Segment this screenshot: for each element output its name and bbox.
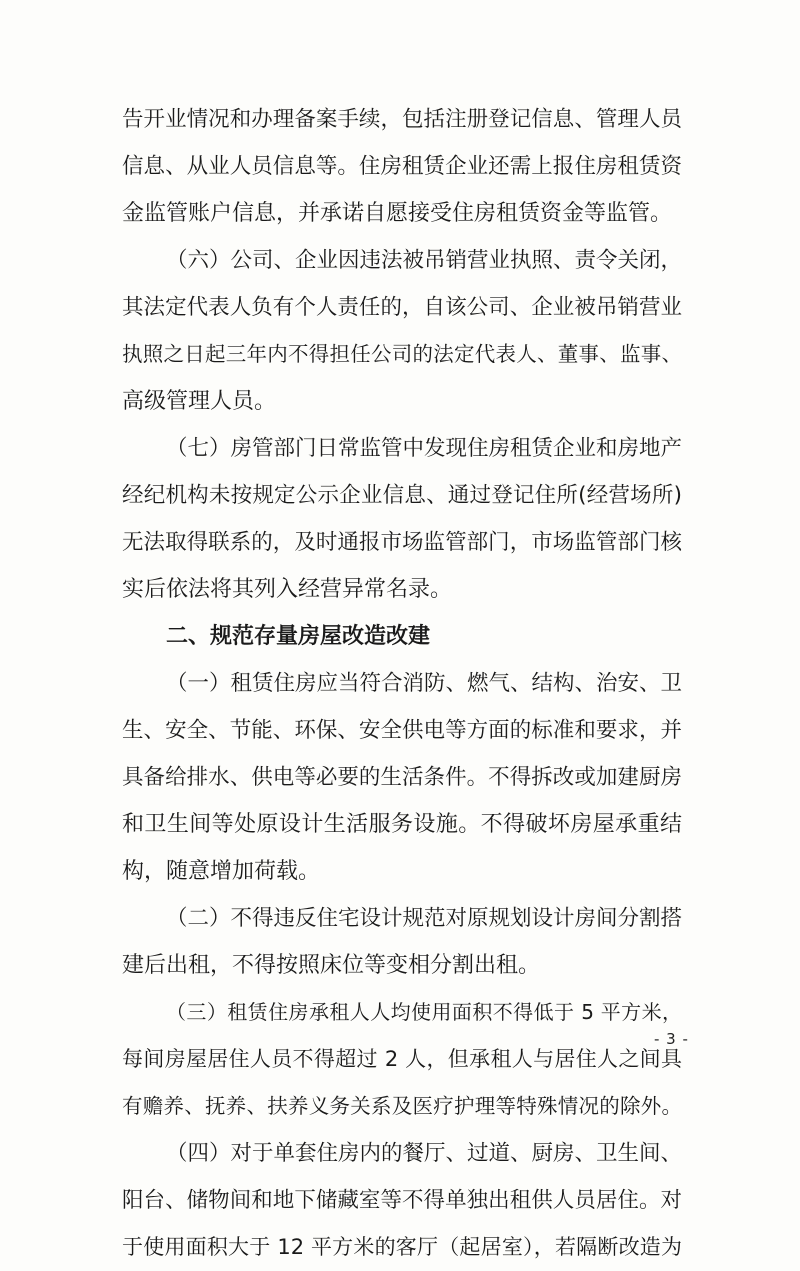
- paragraph-start-line: （四）对于单套住房内的餐厅、过道、厨房、卫生间、: [166, 1141, 683, 1166]
- document-body: [122, 96, 682, 1271]
- text-line: 建后出租，不得按照床位等变相分割出租。: [122, 953, 541, 978]
- paragraph-start-line: （六）公司、企业因违法被吊销营业执照、责令关闭，: [166, 248, 683, 273]
- text-line: 高级管理人员。: [122, 389, 277, 414]
- text-line: 构，随意增加荷载。: [122, 859, 321, 884]
- text-line: 金监管账户信息，并承诺自愿接受住房租赁资金等监管。: [122, 201, 673, 226]
- text-line: 其法定代表人负有个人责任的，自该公司、企业被吊销营业: [122, 295, 682, 320]
- page-number: - 3 -: [654, 1030, 689, 1048]
- text-line: 阳台、储物间和地下储藏室等不得单独出租供人员居住。对: [122, 1188, 682, 1213]
- text-line: 每间房屋居住人员不得超过 2 人，但承租人与居住人之间具: [122, 1047, 682, 1071]
- text-line: 于使用面积大于 12 平方米的客厅（起居室），若隔断改造为: [122, 1235, 682, 1259]
- text-line: 信息、从业人员信息等。住房租赁企业还需上报住房租赁资: [122, 154, 682, 179]
- text-line: 实后依法将其列入经营异常名录。: [122, 577, 453, 602]
- paragraph-start-line: （三）租赁住房承租人人均使用面积不得低于 5 平方米，: [166, 1000, 682, 1024]
- text-line: 执照之日起三年内不得担任公司的法定代表人、董事、监事、: [122, 342, 682, 366]
- paragraph-start-line: （一）租赁住房应当符合消防、燃气、结构、治安、卫: [166, 671, 683, 696]
- paragraph-start-line: （二）不得违反住宅设计规范对原规划设计房间分割搭: [166, 906, 683, 931]
- paragraph-start-line: （七）房管部门日常监管中发现住房租赁企业和房地产: [166, 436, 683, 461]
- text-line: 和卫生间等处原设计生活服务设施。不得破坏房屋承重结: [122, 812, 682, 837]
- text-line: 告开业情况和办理备案手续，包括注册登记信息、管理人员: [122, 107, 682, 132]
- text-line: 经纪机构未按规定公示企业信息、通过登记住所(经营场所): [122, 483, 682, 508]
- text-line: 无法取得联系的，及时通报市场监管部门，市场监管部门核: [122, 530, 682, 555]
- text-line: 具备给排水、供电等必要的生活条件。不得拆改或加建厨房: [122, 765, 682, 790]
- text-line: 有赡养、抚养、扶养义务关系及医疗护理等特殊情况的除外。: [122, 1094, 682, 1118]
- text-line: 生、安全、节能、环保、安全供电等方面的标准和要求，并: [122, 718, 682, 743]
- section-heading: 二、规范存量房屋改造改建: [166, 624, 431, 649]
